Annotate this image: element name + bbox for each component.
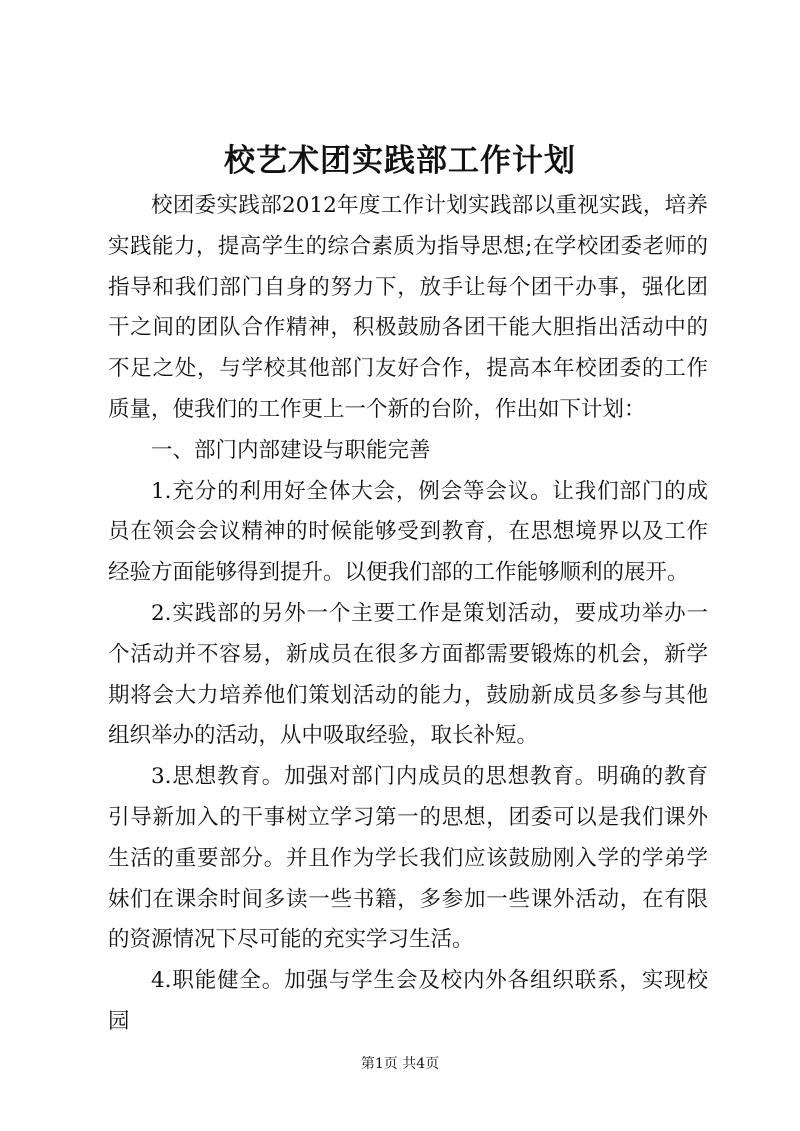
paragraph-intro: 校团委实践部2012年度工作计划实践部以重视实践，培养实践能力，提高学生的综合素质为指导思想;在学校团委老师的指导和我们部门自身的努力下，放手让每个团干办事，强化团干之间的团队合作精神，积极鼓励各团干能大胆指出活动中的不足之处，与学校其他部门友好合作，提高本年校团委的工作质量，使我们的工作更上一个新的台阶，作出如下计划： [108,193,708,422]
paragraph-item-2: 2.实践部的另外一个主要工作是策划活动，要成功举办一个活动并不容易，新成员在很多方面都需要锻炼的机会，新学期将会大力培养他们策划活动的能力，鼓励新成员多参与其他组织举办的活动，从中吸取经验，取长补短。 [108,600,708,749]
paragraph-item-4: 4.职能健全。加强与学生会及校内外各组织联系，实现校园 [108,968,708,1034]
section-heading: 一、部门内部建设与职能完善 [151,437,431,463]
paragraph-item-1: 1.充分的利用好全体大会，例会等会议。让我们部门的成员在领会会议精神的时候能够受到教育，在思想境界以及工作经验方面能够得到提升。以便我们部的工作能够顺利的展开。 [108,478,708,586]
document-title: 校艺术团实践部工作计划 [224,143,576,179]
paragraph-item-3: 3.思想教育。加强对部门内成员的思想教育。明确的教育引导新加入的干事树立学习第一的思想，团委可以是我们课外生活的重要部分。并且作为学长我们应该鼓励刚入学的学弟学妹们在课余时间多读一些书籍，多参加一些课外活动，在有限的资源情况下尽可能的充实学习生活。 [108,764,708,953]
document-body [108,186,708,1043]
page-footer: 第1页 共4页 [360,1056,440,1072]
